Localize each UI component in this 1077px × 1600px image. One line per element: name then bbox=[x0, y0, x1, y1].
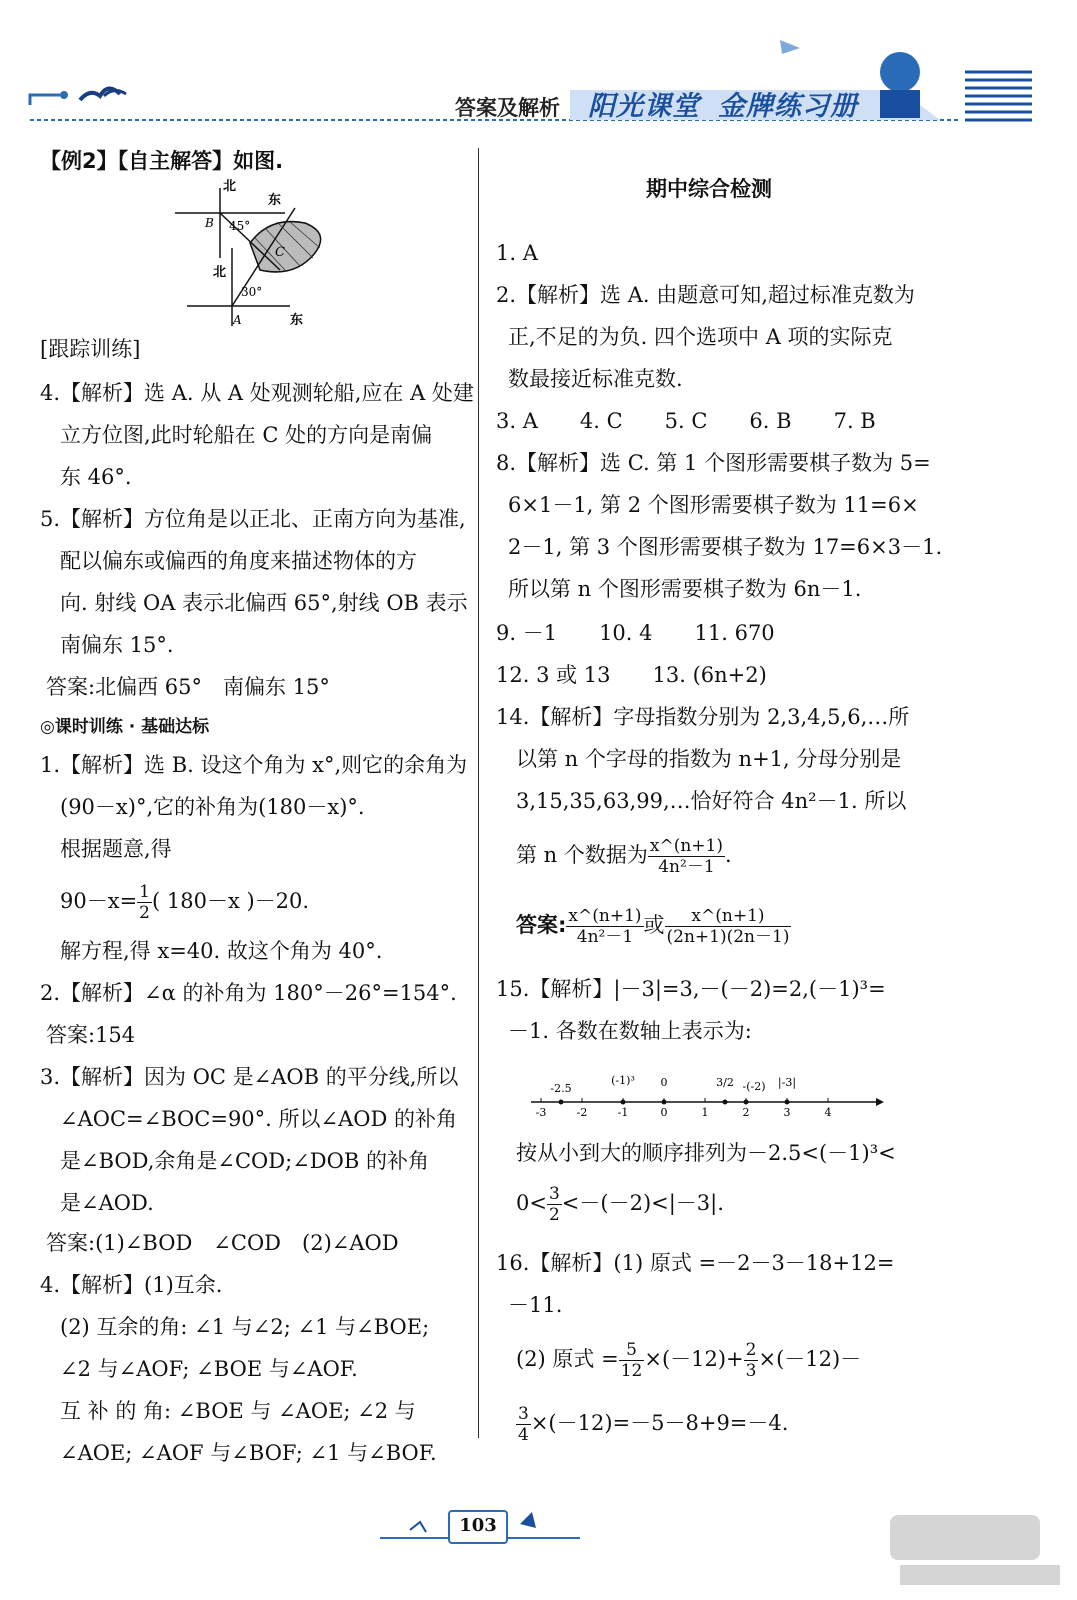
fraction-numerator: 3 bbox=[548, 1184, 560, 1204]
tick-label: 1 bbox=[701, 1106, 709, 1119]
section-title: 期中综合检测 bbox=[646, 177, 772, 201]
fraction-denominator: 2 bbox=[548, 1205, 560, 1225]
text-line: 所以第 n 个图形需要棋子数为 6n－1. bbox=[508, 577, 862, 601]
text-line: 15.【解析】|－3|=3,－(－2)=2,(－1)³= bbox=[496, 977, 886, 1001]
watermark-logo bbox=[880, 1510, 1070, 1590]
diagram-angle45: 45° bbox=[229, 219, 251, 233]
fraction-denominator: 2 bbox=[139, 903, 150, 923]
fraction-denominator: 4n²－1 bbox=[576, 927, 634, 947]
text-line: 互 补 的 角: ∠BOE 与 ∠AOE; ∠2 与 bbox=[60, 1399, 416, 1423]
equation-text: ×(－12)=－5－8+9=－4. bbox=[530, 1411, 789, 1435]
text-line: 8.【解析】选 C. 第 1 个图形需要棋子数为 5= bbox=[496, 451, 931, 475]
book-title bbox=[588, 84, 858, 123]
text-line: 14.【解析】字母指数分别为 2,3,4,5,6,…所 bbox=[496, 705, 910, 729]
equation-line bbox=[516, 1182, 724, 1225]
section-heading: ◎课时训练 · 基础达标 bbox=[40, 717, 210, 737]
fraction-14b bbox=[665, 906, 792, 947]
equation-text: 0< bbox=[516, 1191, 547, 1215]
fraction-denominator: 4n²－1 bbox=[658, 857, 715, 877]
fraction-numerator: x^(n+1) bbox=[568, 906, 642, 926]
text-line: 根据题意,得 bbox=[60, 837, 172, 861]
text-line: 以第 n 个字母的指数为 n+1, 分母分别是 bbox=[516, 747, 902, 771]
equation-line bbox=[516, 1338, 861, 1381]
text-line: 4.【解析】选 A. 从 A 处观测轮船,应在 A 处建 bbox=[40, 381, 474, 405]
text-line: 立方位图,此时轮船在 C 处的方向是南偏 bbox=[60, 423, 433, 447]
text-line: 2－1, 第 3 个图形需要棋子数为 17=6×3－1. bbox=[508, 535, 943, 559]
equation-line bbox=[516, 1402, 788, 1445]
text-line: 东 46°. bbox=[60, 465, 132, 489]
fraction-denominator: (2n+1)(2n－1) bbox=[666, 927, 790, 947]
tick-label: 0 bbox=[660, 1106, 668, 1119]
tick-label: -2 bbox=[576, 1106, 588, 1119]
text-line: 按从小到大的顺序排列为－2.5<(－1)³< bbox=[516, 1141, 896, 1165]
diagram-label-a: A bbox=[233, 313, 242, 327]
fraction-14a bbox=[648, 836, 725, 877]
text-line: 16.【解析】(1) 原式 =－2－3－18+12= bbox=[496, 1251, 895, 1275]
text-line: ∠AOC=∠BOC=90°. 所以∠AOD 的补角 bbox=[60, 1107, 458, 1131]
text-line: 4.【解析】(1)互余. bbox=[40, 1273, 223, 1297]
text-line: 9. －1 10. 4 11. 670 bbox=[496, 621, 775, 645]
fraction-numerator: 1 bbox=[139, 882, 150, 902]
equation-text: 第 n 个数据为 bbox=[516, 843, 648, 867]
text-line: 6×1－1, 第 2 个图形需要棋子数为 11=6× bbox=[508, 493, 919, 517]
text-line: (2) 互余的角: ∠1 与∠2; ∠1 与∠BOE; bbox=[60, 1315, 430, 1339]
equation-line bbox=[60, 880, 309, 923]
fraction-14a-answer bbox=[566, 906, 643, 947]
text-line: 5.【解析】方位角是以正北、正南方向为基准, bbox=[40, 507, 466, 531]
diagram-label-b: B bbox=[205, 216, 214, 230]
text-line: 3. A 4. C 5. C 6. B 7. B bbox=[496, 409, 876, 433]
text-line: 2.【解析】选 A. 由题意可知,超过标准克数为 bbox=[496, 283, 915, 307]
fraction-numerator: 3 bbox=[518, 1404, 529, 1424]
text-line: 向. 射线 OA 表示北偏西 65°,射线 OB 表示 bbox=[60, 591, 468, 615]
equation-right: ( 180－x )－20. bbox=[152, 889, 310, 913]
point-label: (-1)³ bbox=[611, 1074, 635, 1087]
text-line: 3,15,35,63,99,…恰好符合 4n²－1. 所以 bbox=[516, 789, 907, 813]
text-line: ∠AOE; ∠AOF 与∠BOF; ∠1 与∠BOF. bbox=[60, 1441, 437, 1465]
fraction-denominator: 12 bbox=[620, 1361, 643, 1381]
diagram-north-top: 北 bbox=[223, 179, 237, 194]
answer-line: 答案:154 bbox=[46, 1023, 136, 1047]
tick-label: 4 bbox=[824, 1106, 832, 1119]
fraction-numerator: x^(n+1) bbox=[649, 836, 723, 856]
diagram-label-c: C bbox=[275, 245, 285, 260]
diagram-angle30: 30° bbox=[241, 285, 263, 299]
answer-line: 答案:北偏西 65° 南偏东 15° bbox=[46, 675, 330, 699]
text-line: ∠2 与∠AOF; ∠BOE 与∠AOF. bbox=[60, 1357, 358, 1381]
equation-text: ×(－12)+ bbox=[644, 1347, 744, 1371]
text-line: 是∠AOD. bbox=[60, 1191, 154, 1215]
point-label: 3/2 bbox=[716, 1076, 734, 1089]
book-title-b: 金牌练习册 bbox=[718, 91, 858, 122]
fraction-numerator: 5 bbox=[619, 1340, 645, 1361]
page-number: 103 bbox=[448, 1510, 508, 1544]
fraction-denominator: 3 bbox=[745, 1361, 757, 1381]
text-line: 3.【解析】因为 OC 是∠AOB 的平分线,所以 bbox=[40, 1065, 459, 1089]
text-line: －1. 各数在数轴上表示为: bbox=[508, 1019, 752, 1043]
fraction-5-12 bbox=[619, 1340, 645, 1381]
fraction-denominator: 4 bbox=[518, 1425, 529, 1445]
fraction-3-4 bbox=[516, 1404, 531, 1445]
text-line: 数最接近标准克数. bbox=[508, 367, 683, 391]
answer-line: 答案:(1)∠BOD ∠COD (2)∠AOD bbox=[46, 1231, 399, 1255]
diagram-east-bottom: 东 bbox=[290, 313, 304, 328]
answer-line bbox=[516, 904, 791, 947]
diagram-east-top: 东 bbox=[268, 193, 282, 208]
tick-label: -3 bbox=[535, 1106, 547, 1119]
number-line bbox=[526, 1070, 886, 1120]
fraction-half bbox=[137, 882, 152, 923]
header-section-label: 答案及解析 bbox=[455, 96, 560, 120]
text-line: 正,不足的为负. 四个选项中 A 项的实际克 bbox=[508, 325, 893, 349]
tick-label: 2 bbox=[742, 1106, 750, 1119]
diagram-north-left: 北 bbox=[213, 265, 227, 280]
text-line: 1.【解析】选 B. 设这个角为 x°,则它的余角为 bbox=[40, 753, 468, 777]
text-line: 2.【解析】∠α 的补角为 180°－26°=154°. bbox=[40, 981, 457, 1005]
equation-line: 第 n 个数据为 $\frac{x\^{}(n+1)}{\text{4n²－1}}$ . bbox=[516, 836, 732, 877]
equation-left: 90－x= bbox=[60, 889, 138, 913]
equation-text: <－(－2)<|－3|. bbox=[561, 1191, 724, 1215]
point-label: |-3| bbox=[777, 1076, 797, 1089]
point-label: -(-2) bbox=[742, 1080, 766, 1093]
text-line: 南偏东 15°. bbox=[60, 633, 174, 657]
text-line: (90－x)°,它的补角为(180－x)°. bbox=[60, 795, 365, 819]
fraction-2-3 bbox=[744, 1340, 759, 1381]
text-line: 【例2】【自主解答】如图. bbox=[40, 149, 284, 173]
text-line: 配以偏东或偏西的角度来描述物体的方 bbox=[60, 549, 417, 573]
column-divider bbox=[478, 148, 479, 1438]
equation-text: (2) 原式 = bbox=[516, 1347, 619, 1371]
tick-label: 3 bbox=[783, 1106, 791, 1119]
fraction-3-2 bbox=[547, 1184, 562, 1225]
point-label: -2.5 bbox=[550, 1082, 572, 1095]
text-line: 解方程,得 x=40. 故这个角为 40°. bbox=[60, 939, 383, 963]
section-heading: [跟踪训练] bbox=[40, 337, 141, 361]
direction-diagram bbox=[165, 178, 365, 328]
answer-or: 或 bbox=[643, 913, 665, 937]
book-title-a: 阳光课堂 bbox=[588, 91, 700, 122]
point-label: 0 bbox=[660, 1076, 668, 1089]
text-line: 是∠BOD,余角是∠COD;∠DOB 的补角 bbox=[60, 1149, 429, 1173]
answer-label: 答案: bbox=[516, 913, 567, 937]
tick-label: -1 bbox=[617, 1106, 629, 1119]
page-header bbox=[0, 0, 1077, 135]
equation-text: ×(－12)－ bbox=[758, 1347, 862, 1371]
fraction-numerator: 2 bbox=[745, 1340, 757, 1360]
fraction-numerator: x^(n+1) bbox=[665, 906, 792, 927]
text-line: －11. bbox=[508, 1293, 563, 1317]
text-line: 12. 3 或 13 13. (6n+2) bbox=[496, 663, 767, 687]
text-line: 1. A bbox=[496, 241, 538, 265]
